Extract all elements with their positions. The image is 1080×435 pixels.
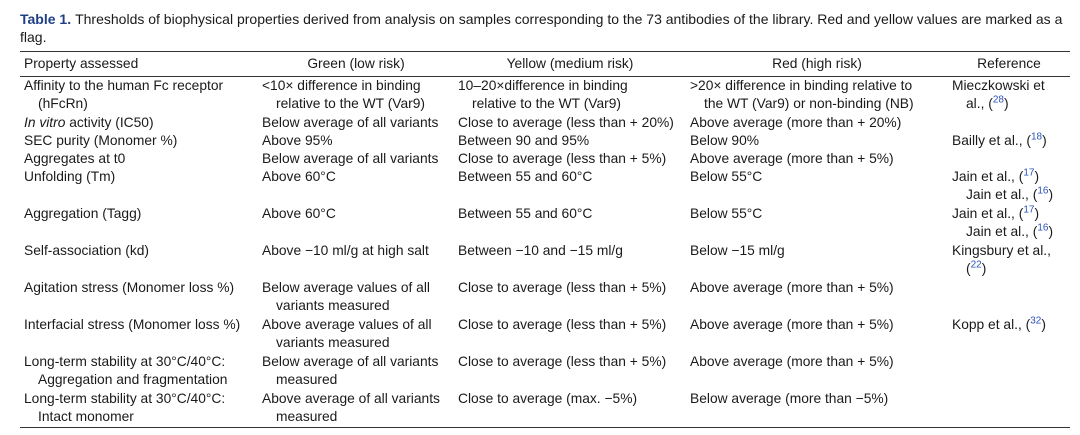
red-threshold-line: Below 55°C bbox=[690, 206, 763, 221]
green-threshold-line: <10× difference in binding bbox=[262, 78, 421, 93]
green-threshold-cell bbox=[258, 114, 454, 132]
column-header-yellow: Yellow (medium risk) bbox=[506, 56, 634, 71]
reference-paren: ) bbox=[1034, 169, 1040, 184]
property-line: (hFcRn) bbox=[38, 96, 88, 111]
reference-line bbox=[952, 316, 1066, 334]
table-caption-text: Thresholds of biophysical properties derived from analysis on samples corresponding to the 73 antibodies of the library. Red and yellow values are marked as a flag. bbox=[20, 11, 1063, 45]
red-threshold-line: Below −15 ml/g bbox=[690, 243, 785, 258]
reference-link[interactable]: 22 bbox=[970, 259, 982, 271]
reference-line bbox=[952, 223, 1066, 241]
reference-paren: ) bbox=[1042, 133, 1047, 148]
reference-line bbox=[952, 132, 1066, 150]
green-threshold-line: relative to the WT (Var9) bbox=[276, 96, 426, 111]
reference-link[interactable]: 16 bbox=[1037, 185, 1049, 197]
table-row bbox=[20, 316, 1070, 353]
green-threshold-line: measured bbox=[276, 372, 338, 387]
column-header-red: Red (high risk) bbox=[772, 56, 862, 71]
yellow-threshold-line: Between 55 and 60°C bbox=[458, 206, 593, 221]
green-threshold-cell bbox=[258, 168, 454, 205]
reference-link[interactable]: 16 bbox=[1037, 222, 1049, 234]
red-threshold-line: Below 90% bbox=[690, 133, 760, 148]
reference-line bbox=[952, 205, 1066, 223]
property-cell bbox=[20, 242, 258, 279]
column-header-reference: Reference bbox=[977, 56, 1041, 71]
table-row bbox=[20, 77, 1070, 115]
property-text: activity (IC50) bbox=[65, 115, 154, 130]
green-threshold-cell bbox=[258, 77, 454, 115]
property-cell bbox=[20, 77, 258, 115]
reference-cell bbox=[948, 132, 1070, 150]
reference-cell bbox=[948, 168, 1070, 205]
property-cell bbox=[20, 353, 258, 390]
green-threshold-line: Above 60°C bbox=[262, 169, 336, 184]
red-threshold-cell bbox=[686, 168, 948, 205]
red-threshold-line: Above average (more than + 5%) bbox=[690, 151, 894, 166]
reference-link[interactable]: 28 bbox=[992, 94, 1004, 106]
yellow-threshold-line: Close to average (less than + 5%) bbox=[458, 151, 667, 166]
red-threshold-cell bbox=[686, 353, 948, 390]
reference-cell bbox=[948, 150, 1070, 168]
red-threshold-line: Above average (more than + 5%) bbox=[690, 280, 894, 295]
table-caption-label: Table 1. bbox=[20, 11, 72, 27]
green-threshold-line: Above average of all variants bbox=[262, 391, 440, 406]
reference-line bbox=[952, 95, 1066, 113]
property-line: Interfacial stress (Monomer loss %) bbox=[24, 317, 241, 332]
yellow-threshold-line: 10–20×difference in binding bbox=[458, 78, 628, 93]
red-threshold-line: Below average (more than −5%) bbox=[690, 391, 889, 406]
property-cell bbox=[20, 316, 258, 353]
yellow-threshold-line: Between 55 and 60°C bbox=[458, 169, 593, 184]
red-threshold-line: >20× difference in binding relative to bbox=[690, 78, 913, 93]
property-line: Self-association (kd) bbox=[24, 243, 149, 258]
red-threshold-cell bbox=[686, 77, 948, 115]
column-header-property: Property assessed bbox=[24, 56, 139, 71]
green-threshold-cell bbox=[258, 205, 454, 242]
reference-link[interactable]: 17 bbox=[1023, 167, 1035, 179]
table-caption bbox=[20, 10, 1066, 46]
green-threshold-line: Above average values of all bbox=[262, 317, 432, 332]
reference-cell bbox=[948, 242, 1070, 279]
green-threshold-cell bbox=[258, 353, 454, 390]
red-threshold-line: the WT (Var9) or non-binding (NB) bbox=[704, 96, 914, 111]
property-cell bbox=[20, 132, 258, 150]
yellow-threshold-line: Between 90 and 95% bbox=[458, 133, 590, 148]
column-header-green: Green (low risk) bbox=[307, 56, 405, 71]
table-row bbox=[20, 205, 1070, 242]
property-line: Unfolding (Tm) bbox=[24, 169, 116, 184]
reference-paren: ) bbox=[1003, 96, 1009, 111]
reference-text: Jain et al., ( bbox=[952, 169, 1024, 184]
reference-paren: ) bbox=[1041, 317, 1046, 332]
property-line: Aggregation and fragmentation bbox=[38, 372, 228, 387]
reference-paren: ) bbox=[1034, 206, 1040, 221]
table-row bbox=[20, 168, 1070, 205]
green-threshold-cell bbox=[258, 316, 454, 353]
table-row bbox=[20, 132, 1070, 150]
yellow-threshold-cell bbox=[454, 132, 686, 150]
yellow-threshold-line: relative to the WT (Var9) bbox=[472, 96, 622, 111]
red-threshold-cell bbox=[686, 114, 948, 132]
table-row bbox=[20, 279, 1070, 316]
reference-text: Mieczkowski et bbox=[952, 78, 1045, 93]
property-line: Long-term stability at 30°C/40°C: bbox=[24, 354, 226, 369]
reference-text: Jain et al., ( bbox=[966, 224, 1038, 239]
red-threshold-cell bbox=[686, 242, 948, 279]
green-threshold-line: measured bbox=[276, 409, 338, 424]
table-row bbox=[20, 353, 1070, 390]
reference-link[interactable]: 32 bbox=[1030, 315, 1042, 327]
reference-text: ( bbox=[966, 261, 971, 276]
green-threshold-line: Above −10 ml/g at high salt bbox=[262, 243, 429, 258]
yellow-threshold-line: Close to average (less than + 5%) bbox=[458, 280, 667, 295]
reference-cell bbox=[948, 205, 1070, 242]
reference-line bbox=[952, 186, 1066, 204]
property-line: Aggregation (Tagg) bbox=[24, 206, 142, 221]
reference-cell bbox=[948, 114, 1070, 132]
property-cell bbox=[20, 168, 258, 205]
red-threshold-cell bbox=[686, 132, 948, 150]
reference-line bbox=[952, 168, 1066, 186]
reference-text: Kopp et al., ( bbox=[952, 317, 1031, 332]
property-cell bbox=[20, 114, 258, 132]
header-row bbox=[20, 52, 1070, 77]
reference-line bbox=[952, 242, 1066, 260]
table-header bbox=[20, 52, 1070, 77]
yellow-threshold-line: Between −10 and −15 ml/g bbox=[458, 243, 623, 258]
green-threshold-cell bbox=[258, 132, 454, 150]
green-threshold-line: Below average values of all bbox=[262, 280, 430, 295]
green-threshold-line: variants measured bbox=[276, 298, 390, 313]
property-line: SEC purity (Monomer %) bbox=[24, 133, 178, 148]
reference-paren: ) bbox=[981, 261, 987, 276]
property-cell bbox=[20, 279, 258, 316]
reference-cell bbox=[948, 279, 1070, 316]
reference-cell bbox=[948, 353, 1070, 390]
green-threshold-line: Below average of all variants bbox=[262, 115, 439, 130]
property-line: Long-term stability at 30°C/40°C: bbox=[24, 391, 226, 406]
yellow-threshold-cell bbox=[454, 168, 686, 205]
reference-cell bbox=[948, 316, 1070, 353]
yellow-threshold-cell bbox=[454, 279, 686, 316]
red-threshold-cell bbox=[686, 279, 948, 316]
thresholds-table bbox=[20, 51, 1070, 428]
reference-link[interactable]: 17 bbox=[1023, 204, 1035, 216]
table-row bbox=[20, 150, 1070, 168]
property-line: Aggregates at t0 bbox=[24, 151, 126, 166]
yellow-threshold-cell bbox=[454, 205, 686, 242]
property-cell bbox=[20, 150, 258, 168]
yellow-threshold-cell bbox=[454, 77, 686, 115]
green-threshold-line: Below average of all variants bbox=[262, 354, 439, 369]
property-cell bbox=[20, 205, 258, 242]
reference-link[interactable]: 18 bbox=[1030, 131, 1043, 143]
yellow-threshold-line: Close to average (less than + 20%) bbox=[458, 115, 674, 130]
green-threshold-line: variants measured bbox=[276, 335, 390, 350]
yellow-threshold-cell bbox=[454, 150, 686, 168]
yellow-threshold-line: Close to average (less than + 5%) bbox=[458, 354, 667, 369]
property-line: Intact monomer bbox=[38, 409, 134, 424]
green-threshold-cell bbox=[258, 242, 454, 279]
reference-text: Jain et al., ( bbox=[952, 206, 1024, 221]
reference-line bbox=[952, 77, 1066, 95]
reference-text: Bailly et al., ( bbox=[952, 133, 1031, 148]
property-italic-text: In vitro bbox=[24, 115, 66, 130]
yellow-threshold-cell bbox=[454, 114, 686, 132]
red-threshold-cell bbox=[686, 390, 948, 428]
yellow-threshold-line: Close to average (max. −5%) bbox=[458, 391, 638, 406]
green-threshold-cell bbox=[258, 150, 454, 168]
reference-line bbox=[952, 260, 1066, 278]
reference-paren: ) bbox=[1048, 187, 1054, 202]
red-threshold-line: Above average (more than + 5%) bbox=[690, 317, 894, 332]
table-body bbox=[20, 77, 1070, 428]
green-threshold-cell bbox=[258, 279, 454, 316]
reference-text: Kingsbury et al., bbox=[952, 243, 1051, 258]
table-row bbox=[20, 242, 1070, 279]
red-threshold-line: Above average (more than + 20%) bbox=[690, 115, 902, 130]
red-threshold-cell bbox=[686, 150, 948, 168]
red-threshold-line: Below 55°C bbox=[690, 169, 763, 184]
green-threshold-line: Below average of all variants bbox=[262, 151, 439, 166]
reference-cell bbox=[948, 77, 1070, 115]
property-line: Affinity to the human Fc receptor bbox=[24, 78, 224, 93]
yellow-threshold-cell bbox=[454, 316, 686, 353]
yellow-threshold-line: Close to average (less than + 5%) bbox=[458, 317, 667, 332]
property-line: Agitation stress (Monomer loss %) bbox=[24, 280, 235, 295]
red-threshold-cell bbox=[686, 316, 948, 353]
red-threshold-cell bbox=[686, 205, 948, 242]
yellow-threshold-cell bbox=[454, 390, 686, 428]
table-row bbox=[20, 114, 1070, 132]
reference-cell bbox=[948, 390, 1070, 428]
yellow-threshold-cell bbox=[454, 242, 686, 279]
property-cell bbox=[20, 390, 258, 428]
reference-text: al., ( bbox=[966, 96, 993, 111]
green-threshold-line: Above 95% bbox=[262, 133, 333, 148]
green-threshold-cell bbox=[258, 390, 454, 428]
table-row bbox=[20, 390, 1070, 428]
red-threshold-line: Above average (more than + 5%) bbox=[690, 354, 894, 369]
reference-text: Jain et al., ( bbox=[966, 187, 1038, 202]
green-threshold-line: Above 60°C bbox=[262, 206, 336, 221]
yellow-threshold-cell bbox=[454, 353, 686, 390]
reference-paren: ) bbox=[1048, 224, 1054, 239]
